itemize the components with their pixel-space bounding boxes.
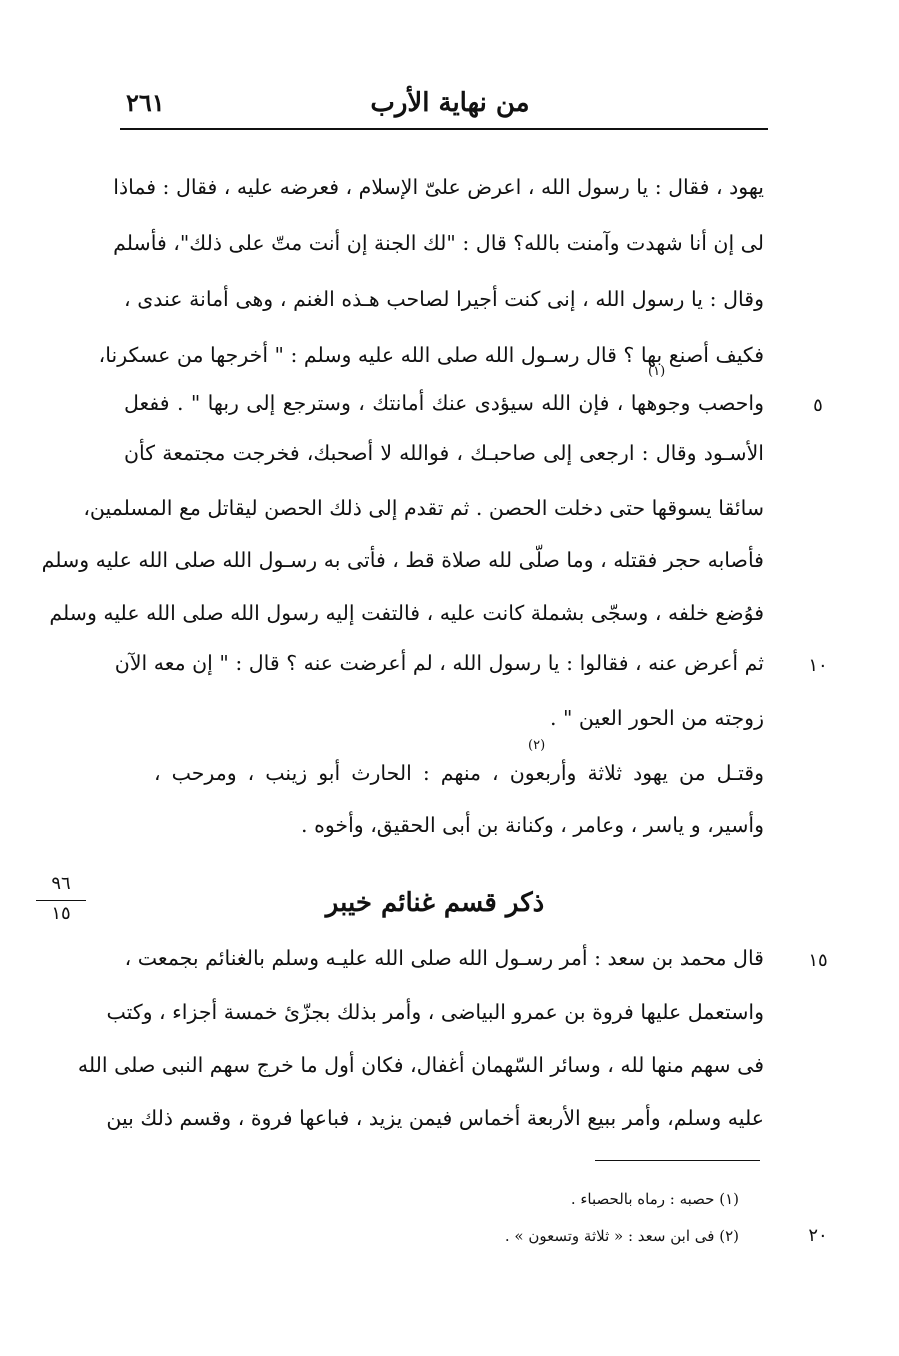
footnote-marker-2: (٢) — [528, 738, 546, 753]
text-line: واحصب وجوهها ، فإن الله سيؤدى عنك أمانتك ، وسترجع إلى ربها " . ففعل — [124, 391, 764, 415]
text-line: فوُضع خلفه ، وسجّى بشملة كانت عليه ، فالتفت إليه رسول الله صلى الله عليه وسلم — [49, 601, 764, 625]
text-line: وأسير، و ياسر ، وعامر ، وكنانة بن أبى الحقيق، وأخوه . — [301, 813, 764, 837]
running-title: من نهاية الأرب — [370, 88, 530, 118]
header-rule — [120, 128, 768, 130]
footnote-rule — [595, 1160, 760, 1161]
text-line: فأصابه حجر فقتله ، وما صلّى لله صلاة قط ، فأتى به رسـول الله صلى الله عليه وسلم — [41, 548, 764, 572]
section-heading: ذكر قسم غنائم خيبر — [325, 888, 545, 918]
text-line: ثم أعرض عنه ، فقالوا : يا رسول الله ، لم أعرضت عنه ؟ قال : " إن معه الآن — [114, 651, 764, 675]
text-line: زوجته من الحور العين " . — [549, 706, 764, 730]
text-line: وقتـل من يهود ثلاثة وأربعون ، منهم : الحارث أبو زينب ، ومرحب ، — [154, 761, 764, 785]
line-number: ١٠ — [808, 655, 828, 676]
text-line: وقال : يا رسول الله ، إنى كنت أجيرا لصاحب هـذه الغنم ، وهى أمانة عندى ، — [124, 287, 764, 311]
text-line: قال محمد بن سعد : أمر رسـول الله صلى الله عليـه وسلم بالغنائم بجمعت ، — [124, 946, 764, 970]
text-line: سائقا يسوقها حتى دخلت الحصن . ثم تقدم إلى ذلك الحصن ليقاتل مع المسلمين، — [83, 496, 764, 520]
margin-reference-top: ٩٦ — [51, 873, 71, 894]
text-line: لى إن أنا شهدت وآمنت بالله؟ قال : "لك الجنة إن أنت متّ على ذلك"، فأسلم — [113, 231, 764, 255]
text-line: واستعمل عليها فروة بن عمرو البياضى ، وأمر بذلك بجزّئ خمسة أجزاء ، وكتب — [106, 1000, 764, 1024]
line-number: ١٥ — [808, 950, 828, 971]
text-line: الأسـود وقال : ارجعى إلى صاحبـك ، فوالله لا أصحبك، فخرجت مجتمعة كأن — [124, 441, 764, 465]
footnote-marker-1: (١) — [648, 364, 666, 379]
line-number: ٢٠ — [808, 1225, 828, 1246]
text-line: فى سهم منها لله ، وسائر السّهمان أغفال، فكان أول ما خرج سهم النبى صلى الله — [77, 1053, 764, 1077]
footnote: (٢) فى ابن سعد : « ثلاثة وتسعون » . — [504, 1227, 739, 1245]
footnote: (١) حصبه : رماه بالحصباء . — [570, 1190, 739, 1208]
text-line: يهود ، فقال : يا رسول الله ، اعرض علىّ الإسلام ، فعرضه عليه ، فقال : فماذا — [113, 175, 764, 199]
page-number: ٢٦١ — [126, 88, 165, 117]
text-line: عليه وسلم، وأمر ببيع الأربعة أخماس فيمن يزيد ، فباعها فروة ، وقسم ذلك بين — [106, 1106, 764, 1130]
line-number: ٥ — [813, 395, 823, 416]
margin-reference-bottom: ١٥ — [36, 900, 86, 924]
text-line: فكيف أصنع بها ؟ قال رسـول الله صلى الله عليه وسلم : " أخرجها من عسكرنا، — [98, 343, 764, 367]
